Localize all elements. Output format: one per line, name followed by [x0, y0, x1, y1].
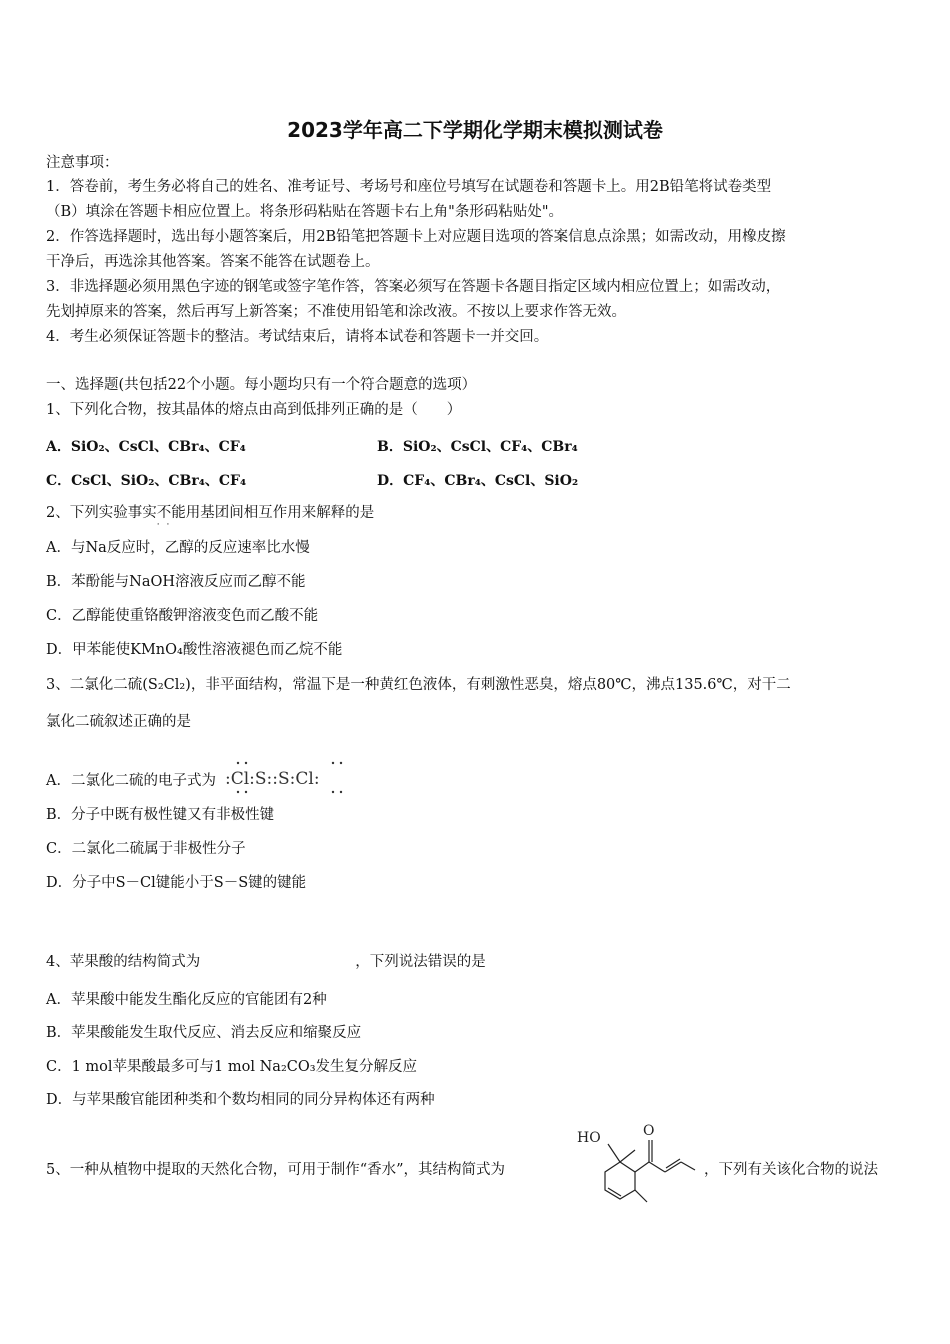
q3-option-a	[46, 758, 366, 804]
q2-stem-post: 用基团间相互作用来解释的是	[185, 505, 375, 521]
q4-stem-post: ，下列说法错误的是	[355, 954, 486, 970]
notice-line-2a: 2．作答选择题时，选出每小题答案后，用2B铅笔把答题卡上对应题目选项的答案信息点涂黑；如需改动，用橡皮擦	[46, 229, 786, 245]
q4-stem-pre: 4、苹果酸的结构简式为	[46, 954, 201, 970]
lewis-structure-drawing	[221, 758, 366, 798]
q4-option-c: C．1 mol苹果酸最多可与1 mol Na₂CO₃发生复分解反应	[46, 1059, 418, 1075]
q1-option-c: C．CsCl、SiO₂、CBr₄、CF₄	[46, 473, 247, 489]
q2-option-b: B．苯酚能与NaOH溶液反应而乙醇不能	[46, 574, 306, 590]
notice-line-4: 4．考生必须保证答题卡的整洁。考试结束后，请将本试卷和答题卡一并交回。	[46, 329, 549, 345]
lewis-formula-text: :Cl:S::S:Cl:	[224, 769, 320, 789]
page-title: 2023学年高二下学期化学期末模拟测试卷	[287, 118, 663, 142]
q3-stem-line-2: 氯化二硫叙述正确的是	[46, 714, 191, 730]
notice-line-2b: 干净后，再选涂其他答案。答案不能答在试题卷上。	[46, 254, 380, 270]
q2-stem	[46, 503, 374, 523]
section-heading: 一、选择题(共包括22个小题。每小题均只有一个符合题意的选项）	[46, 377, 477, 393]
q3-option-d: D．分子中S－Cl键能小于S－S键的键能	[46, 875, 307, 891]
q4-option-d: D．与苹果酸官能团种类和个数均相同的同分异构体还有两种	[46, 1092, 435, 1108]
q3-option-b: B．分子中既有极性键又有非极性键	[46, 807, 275, 823]
q2-option-a: A．与Na反应时，乙醇的反应速率比水慢	[46, 540, 310, 556]
q5-stem-pre: 5、一种从植物中提取的天然化合物，可用于制作“香水”，其结构简式为	[46, 1162, 506, 1178]
q1-option-d: D．CF₄、CBr₄、CsCl、SiO₂	[377, 473, 579, 489]
q2-option-c: C．乙醇能使重铬酸钾溶液变色而乙酸不能	[46, 608, 319, 624]
q2-stem-emphasis: 不能 · ·	[157, 505, 186, 521]
q4-option-b: B．苹果酸能发生取代反应、消去反应和缩聚反应	[46, 1025, 362, 1041]
q5-skeletal-structure	[575, 1122, 700, 1207]
q5-structure-formula	[575, 1122, 700, 1211]
hydroxyl-label: HO	[577, 1130, 601, 1146]
q3-stem-line-1: 3、二氯化二硫(S₂Cl₂)，非平面结构，常温下是一种黄红色液体，有刺激性恶臭，熔点80℃，沸点135.6℃，对干二	[46, 677, 791, 693]
q1-stem: 1、下列化合物，按其晶体的熔点由高到低排列正确的是（ ）	[46, 402, 462, 418]
q5-stem-post: ，下列有关该化合物的说法	[704, 1162, 878, 1178]
q2-stem-pre: 2、下列实验事实	[46, 505, 157, 521]
carbonyl-oxygen-label: O	[643, 1123, 655, 1139]
lewis-structure-s2cl2	[221, 758, 366, 804]
q4-stem	[46, 952, 486, 972]
notice-heading: 注意事项：	[46, 155, 119, 171]
q1-option-b: B．SiO₂、CsCl、CF₄、CBr₄	[377, 439, 578, 455]
notice-line-1b: （B）填涂在答题卡相应位置上。将条形码粘贴在答题卡右上角"条形码粘贴处"。	[46, 204, 563, 220]
q1-option-a: A．SiO₂、CsCl、CBr₄、CF₄	[46, 439, 246, 455]
notice-line-1a: 1．答卷前，考生务必将自己的姓名、准考证号、考场号和座位号填写在试题卷和答题卡上。用2B铅笔将试卷类型	[46, 179, 772, 195]
q2-option-d: D．甲苯能使KMnO₄酸性溶液褪色而乙烷不能	[46, 642, 343, 658]
q4-option-a: A．苹果酸中能发生酯化反应的官能团有2种	[46, 992, 327, 1008]
q3-option-a-text: A．二氯化二硫的电子式为	[46, 773, 216, 789]
notice-line-3b: 先划掉原来的答案，然后再写上新答案；不准使用铅笔和涂改液。不按以上要求作答无效。	[46, 304, 626, 320]
q3-option-c: C．二氯化二硫属于非极性分子	[46, 841, 246, 857]
notice-line-3a: 3．非选择题必须用黑色字迹的钢笔或签字笔作答，答案必须写在答题卡各题目指定区域内相应位置上；如需改动，	[46, 279, 781, 295]
